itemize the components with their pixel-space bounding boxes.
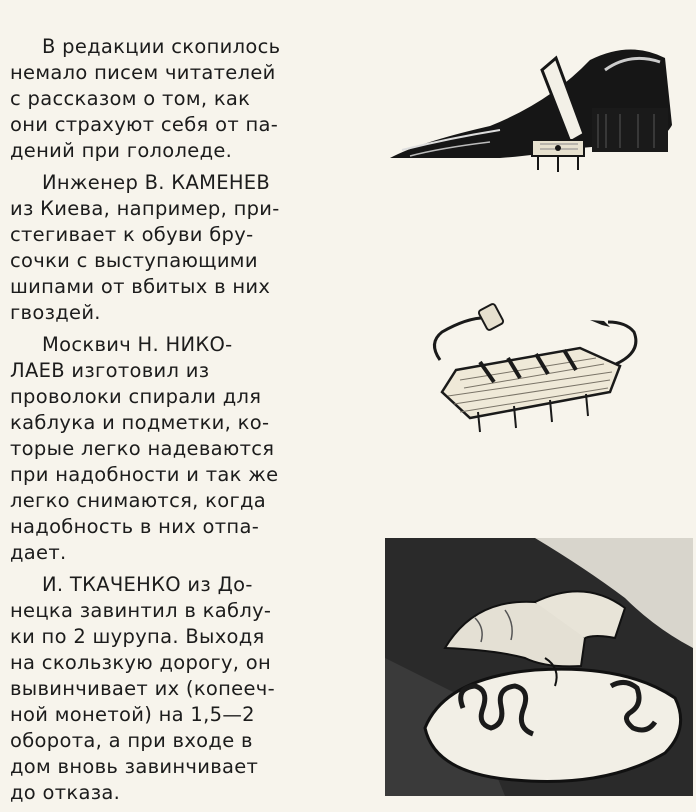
sole-wire-spiral-photo: [385, 538, 693, 796]
text-line: дом вновь завинчивает: [10, 755, 259, 778]
text-line: оборота, а при входе в: [10, 729, 253, 752]
text-line: ки по 2 шурупа. Выходя: [10, 625, 265, 648]
text-line: ной монетой) на 1,5—2: [10, 703, 255, 726]
text-line: каблука и подметки, ко-: [10, 411, 270, 434]
text-line: Москвич Н. НИКО-: [42, 333, 233, 356]
text-line: нецка завинтил в каблу-: [10, 599, 272, 622]
text-line: из Киева, например, при-: [10, 197, 280, 220]
text-line: В редакции скопилось: [42, 35, 281, 58]
text-line: проволоки спирали для: [10, 385, 262, 408]
article-text: [10, 34, 328, 812]
text-line: при надобности и так же: [10, 463, 279, 486]
text-line: дений при гололеде.: [10, 139, 233, 162]
text-line: надобность в них отпа-: [10, 515, 260, 538]
text-line: ЛАЕВ изготовил из: [10, 359, 210, 382]
text-line: дает.: [10, 541, 67, 564]
text-line: стегивает к обуви бру-: [10, 223, 254, 246]
text-line: шипами от вбитых в них: [10, 275, 271, 298]
text-line: легко снимаются, когда: [10, 489, 267, 512]
text-line: немало писем читателей: [10, 61, 276, 84]
text-line: на скользкую дорогу, он: [10, 651, 272, 674]
text-line: гвоздей.: [10, 301, 101, 324]
text-line: с рассказом о том, как: [10, 87, 251, 110]
text-line: вывинчивает их (копееч-: [10, 677, 275, 700]
text-line: торые легко надеваются: [10, 437, 275, 460]
paragraph-nikolaev: [10, 332, 328, 566]
text-line: Инженер В. КАМЕНЕВ: [42, 171, 271, 194]
shoe-with-spiked-bar-illustration: [380, 30, 680, 180]
spiked-block-strap-illustration: [420, 288, 690, 448]
text-line: сочки с выступающими: [10, 249, 258, 272]
paragraph-intro: [10, 34, 328, 164]
text-line: до отказа.: [10, 781, 121, 804]
text-line: И. ТКАЧЕНКО из До-: [42, 573, 253, 596]
paragraph-kamenev: [10, 170, 328, 326]
paragraph-tkachenko: [10, 572, 328, 806]
text-line: они страхуют себя от па-: [10, 113, 279, 136]
